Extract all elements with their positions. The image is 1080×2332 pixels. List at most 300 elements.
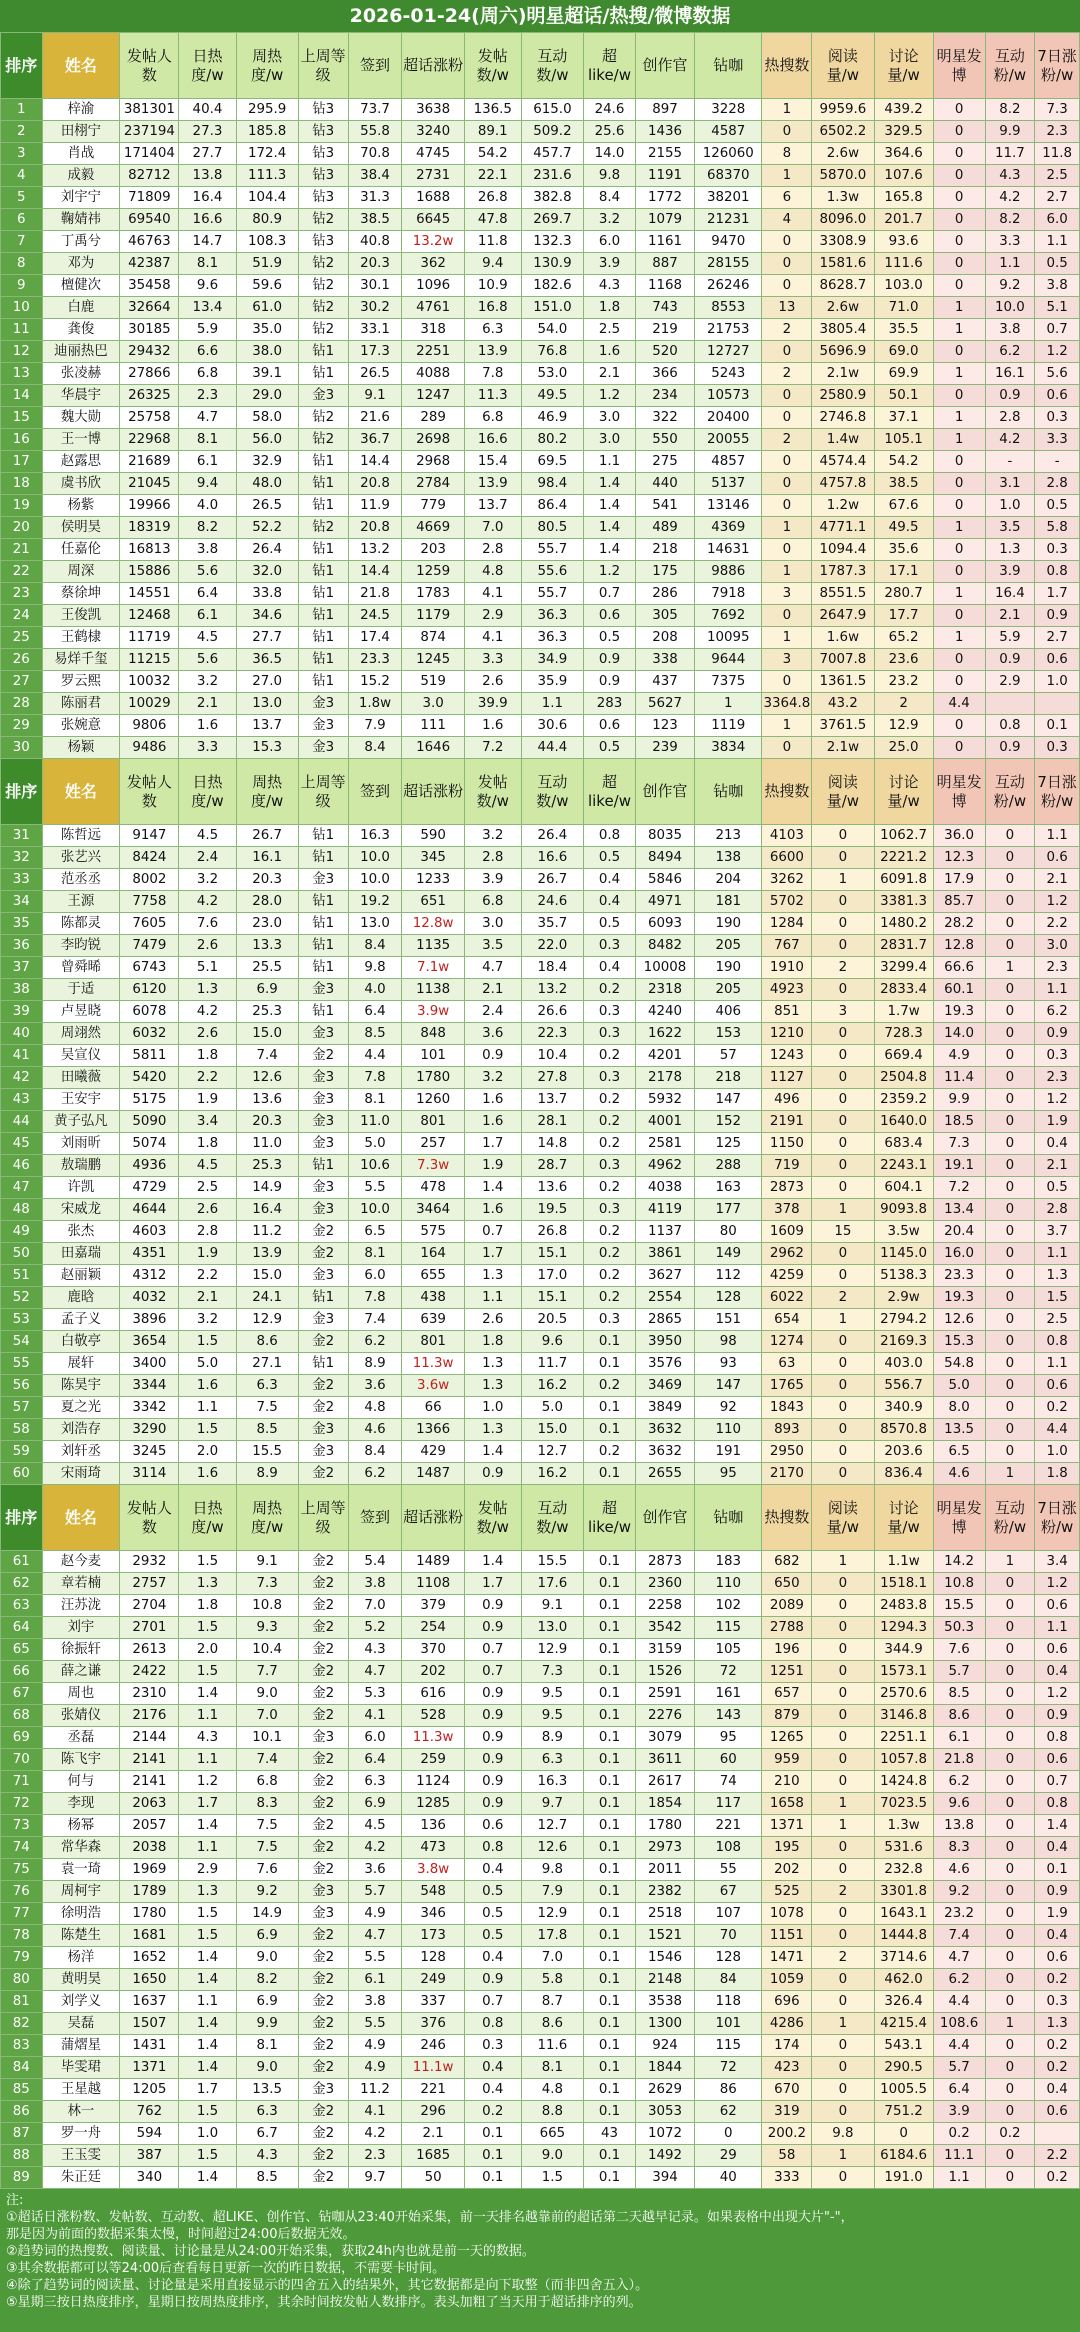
cell-rank: 40 [1,1023,43,1045]
cell-creators: 8035 [635,825,694,847]
cell-super-like: 0.1 [584,1969,636,1991]
cell-discussions: 165.8 [874,187,933,209]
cell-posters: 5090 [120,1111,179,1133]
cell-star-post: 10.8 [933,1573,985,1595]
cell-interactions: 30.6 [521,715,583,737]
cell-checkin: 31.3 [348,187,402,209]
cell-fans-gain: 7.3w [402,1155,464,1177]
cell-last-week-level: 金2 [298,1463,348,1485]
cell-daily-heat: 3.2 [179,671,236,693]
cell-discussions: 1062.7 [874,825,933,847]
cell-posts: 47.8 [464,209,521,231]
cell-rank: 37 [1,957,43,979]
cell-checkin: 4.7 [348,1925,402,1947]
cell-fans-gain: 801 [402,1331,464,1353]
cell-posters: 2141 [120,1749,179,1771]
table-row [1,1089,1080,1111]
column-header-diamond: 钻咖 [695,1485,762,1551]
cell-last-week-level: 钻1 [298,957,348,979]
cell-star-post: 12.8 [933,935,985,957]
cell-reads: 1 [812,1551,874,1573]
column-header-fans-gain: 超话涨粉 [402,1485,464,1551]
cell-posts: 16.8 [464,297,521,319]
cell-fans-gain: 128 [402,1947,464,1969]
cell-last-week-level: 钻2 [298,275,348,297]
cell-fans-gain: 1135 [402,935,464,957]
cell-daily-heat: 1.5 [179,1419,236,1441]
cell-reads: 1361.5 [812,671,874,693]
column-header-hot-search: 热搜数 [762,759,812,825]
cell-daily-heat: 1.9 [179,1089,236,1111]
cell-weekly-heat: 80.9 [236,209,298,231]
cell-interactive-fans: 0 [985,1133,1035,1155]
cell-diamond: 151 [695,1309,762,1331]
cell-posters: 8002 [120,869,179,891]
column-header-daily-heat: 日热度/w [179,759,236,825]
cell-last-week-level: 金3 [298,1133,348,1155]
cell-hot-search: 4259 [762,1265,812,1287]
table-row [1,1639,1080,1661]
cell-hot-search: 3 [762,649,812,671]
cell-posters: 2176 [120,1705,179,1727]
cell-discussions: 2570.6 [874,1683,933,1705]
table-row [1,1111,1080,1133]
cell-hot-search: 0 [762,253,812,275]
cell-posts: 0.7 [464,1639,521,1661]
cell-creators: 219 [635,319,694,341]
cell-super-like: 0.1 [584,1881,636,1903]
cell-interactive-fans: 0 [985,1925,1035,1947]
cell-reads: 2.1w [812,363,874,385]
cell-posts: 22.1 [464,165,521,187]
cell-interactive-fans: 0 [985,1595,1035,1617]
cell-interactive-fans: 16.1 [985,363,1035,385]
cell-last-week-level: 钻1 [298,1287,348,1309]
cell-diamond: 112 [695,1265,762,1287]
cell-posts: 1.3 [464,1265,521,1287]
cell-diamond: 72 [695,1661,762,1683]
cell-checkin: 4.9 [348,1903,402,1925]
cell-posts: 13.9 [464,473,521,495]
cell-name: 曾舜晞 [42,957,120,979]
column-header-reads: 阅读量/w [812,759,874,825]
cell-interactive-fans: 0 [985,2101,1035,2123]
cell-name: 杨颖 [42,737,120,759]
cell-rank: 83 [1,2035,43,2057]
cell-diamond: 115 [695,1617,762,1639]
cell-checkin: 6.4 [348,1749,402,1771]
cell-creators: 1526 [635,1661,694,1683]
cell-checkin: 4.9 [348,2057,402,2079]
cell-last-week-level: 金2 [298,2013,348,2035]
cell-posters: 5074 [120,1133,179,1155]
cell-creators: 3053 [635,2101,694,2123]
cell-interactions: 132.3 [521,231,583,253]
cell-star-post: 1 [933,429,985,451]
cell-hot-search: 6022 [762,1287,812,1309]
cell-creators: 3632 [635,1419,694,1441]
cell-rank: 65 [1,1639,43,1661]
cell-daily-heat: 1.4 [179,2035,236,2057]
cell-posts: 9.4 [464,253,521,275]
cell-posts: 7.2 [464,737,521,759]
cell-daily-heat: 1.4 [179,1947,236,1969]
cell-posts: 0.7 [464,1221,521,1243]
cell-diamond: 406 [695,1001,762,1023]
cell-checkin: 36.7 [348,429,402,451]
cell-hot-search: 4103 [762,825,812,847]
cell-diamond: 67 [695,1881,762,1903]
cell-rank: 10 [1,297,43,319]
cell-reads: 0 [812,1859,874,1881]
cell-interactions: 9.0 [521,2145,583,2167]
cell-posts: 4.8 [464,561,521,583]
cell-last-week-level: 金3 [298,1441,348,1463]
cell-interactive-fans: 0 [985,1353,1035,1375]
table-row [1,2167,1080,2189]
cell-discussions: 462.0 [874,1969,933,1991]
cell-checkin: 13.2 [348,539,402,561]
cell-interactions: 4.8 [521,2079,583,2101]
cell-creators: 550 [635,429,694,451]
cell-weekly-heat: 6.9 [236,979,298,1001]
cell-name: 王俊凯 [42,605,120,627]
cell-posts: 2.1 [464,979,521,1001]
cell-hot-search: 650 [762,1573,812,1595]
cell-super-like: 0.1 [584,1617,636,1639]
cell-fans-gain: 12.8w [402,913,464,935]
cell-discussions: 201.7 [874,209,933,231]
cell-rank: 27 [1,671,43,693]
cell-rank: 81 [1,1991,43,2013]
cell-posters: 69540 [120,209,179,231]
cell-diamond: 128 [695,1287,762,1309]
cell-fans-gain: 1489 [402,1551,464,1573]
cell-weekly-heat: 24.1 [236,1287,298,1309]
cell-reads: 1787.3 [812,561,874,583]
table-row [1,1793,1080,1815]
cell-interactions: 14.8 [521,1133,583,1155]
cell-diamond: 21231 [695,209,762,231]
cell-super-like: 43 [584,2123,636,2145]
cell-seven-day-fans: 0.9 [1035,1881,1080,1903]
cell-hot-search: 1910 [762,957,812,979]
cell-fans-gain: 3464 [402,1199,464,1221]
cell-super-like: 0.1 [584,1419,636,1441]
cell-discussions: 2483.8 [874,1595,933,1617]
cell-daily-heat: 1.3 [179,1881,236,1903]
cell-fans-gain: 370 [402,1639,464,1661]
column-header-fans-gain: 超话涨粉 [402,33,464,99]
cell-weekly-heat: 36.5 [236,649,298,671]
cell-name: 周翊然 [42,1023,120,1045]
table-row [1,1221,1080,1243]
cell-name: 刘宇宁 [42,187,120,209]
cell-creators: 2581 [635,1133,694,1155]
cell-checkin: 11.9 [348,495,402,517]
page-title: 2026-01-24(周六)明星超话/热搜/微博数据 [0,0,1080,32]
cell-name: 黄子弘凡 [42,1111,120,1133]
cell-interactions: 11.6 [521,2035,583,2057]
cell-seven-day-fans: 0.6 [1035,1639,1080,1661]
table-row [1,1749,1080,1771]
cell-last-week-level: 金2 [298,2057,348,2079]
cell-rank: 59 [1,1441,43,1463]
cell-super-like: 0.1 [584,1683,636,1705]
cell-star-post: 66.6 [933,957,985,979]
cell-weekly-heat: 6.3 [236,1375,298,1397]
cell-fans-gain: 3638 [402,99,464,121]
cell-interactions: 382.8 [521,187,583,209]
cell-posts: 0.5 [464,1881,521,1903]
cell-weekly-heat: 13.6 [236,1089,298,1111]
cell-weekly-heat: 15.0 [236,1265,298,1287]
cell-super-like: 24.6 [584,99,636,121]
cell-interactive-fans: 0.2 [985,2123,1035,2145]
cell-discussions: 69.9 [874,363,933,385]
cell-daily-heat: 1.0 [179,2123,236,2145]
cell-star-post: 4.4 [933,693,985,715]
cell-daily-heat: 4.0 [179,495,236,517]
column-header-checkin: 签到 [348,1485,402,1551]
cell-last-week-level: 金2 [298,1661,348,1683]
cell-interactions: 1.1 [521,693,583,715]
cell-hot-search: 2873 [762,1177,812,1199]
cell-name: 肖战 [42,143,120,165]
cell-name: 王源 [42,891,120,913]
cell-diamond: 102 [695,1595,762,1617]
cell-weekly-heat: 14.9 [236,1903,298,1925]
table-row [1,319,1080,341]
cell-interactions: 10.4 [521,1045,583,1067]
cell-rank: 70 [1,1749,43,1771]
cell-seven-day-fans [1035,2123,1080,2145]
table-row [1,1155,1080,1177]
cell-seven-day-fans: 1.1 [1035,979,1080,1001]
column-header-super-like: 超like/w [584,759,636,825]
cell-diamond: 13146 [695,495,762,517]
cell-checkin: 6.5 [348,1221,402,1243]
cell-diamond: 68370 [695,165,762,187]
cell-reads: 3308.9 [812,231,874,253]
cell-posters: 25758 [120,407,179,429]
cell-checkin: 20.3 [348,253,402,275]
cell-posters: 4644 [120,1199,179,1221]
cell-diamond: 7918 [695,583,762,605]
cell-discussions: 0 [874,2123,933,2145]
cell-interactions: 35.7 [521,913,583,935]
cell-interactive-fans: 3.9 [985,561,1035,583]
cell-reads: 5870.0 [812,165,874,187]
cell-star-post: 8.3 [933,1837,985,1859]
cell-posters: 2422 [120,1661,179,1683]
cell-posts: 3.0 [464,913,521,935]
cell-interactions: 7.9 [521,1881,583,1903]
cell-rank: 73 [1,1815,43,1837]
cell-last-week-level: 金2 [298,2167,348,2189]
cell-interactive-fans: 1.1 [985,253,1035,275]
table-row [1,1331,1080,1353]
cell-fans-gain: 1685 [402,2145,464,2167]
cell-fans-gain: 318 [402,319,464,341]
cell-interactions: 8.7 [521,1991,583,2013]
cell-name: 张婉意 [42,715,120,737]
cell-interactions: 13.0 [521,1617,583,1639]
cell-checkin: 14.4 [348,561,402,583]
table-row [1,143,1080,165]
cell-name: 丁禹兮 [42,231,120,253]
cell-last-week-level: 金3 [298,1309,348,1331]
cell-weekly-heat: 6.8 [236,1771,298,1793]
cell-posters: 2310 [120,1683,179,1705]
cell-hot-search: 0 [762,737,812,759]
cell-posts: 1.7 [464,1573,521,1595]
cell-interactions: 17.8 [521,1925,583,1947]
cell-star-post: 85.7 [933,891,985,913]
cell-checkin: 5.5 [348,1947,402,1969]
cell-last-week-level: 金3 [298,979,348,1001]
cell-posters: 2038 [120,1837,179,1859]
cell-name: 于适 [42,979,120,1001]
cell-discussions: 2 [874,693,933,715]
cell-reads: 43.2 [812,693,874,715]
cell-star-post: 1 [933,319,985,341]
cell-discussions: 2359.2 [874,1089,933,1111]
cell-creators: 8494 [635,847,694,869]
cell-posters: 3344 [120,1375,179,1397]
cell-seven-day-fans: 2.7 [1035,627,1080,649]
cell-posters: 3342 [120,1397,179,1419]
cell-name: 刘轩丞 [42,1441,120,1463]
cell-posts: 0.6 [464,1815,521,1837]
note-line: ①超话日涨粉数、发帖数、互动数、超LIKE、创作官、钻咖从23:40开始采集，前一天排名越靠前的超话第二天越早记录。如果表格中出现大片"-"， [6,2210,854,2225]
cell-weekly-heat: 6.9 [236,1991,298,2013]
cell-daily-heat: 13.4 [179,297,236,319]
cell-interactions: 22.0 [521,935,583,957]
column-header-posts: 发帖数/w [464,1485,521,1551]
cell-posts: 0.8 [464,1837,521,1859]
cell-posts: 0.9 [464,1705,521,1727]
cell-hot-search: 525 [762,1881,812,1903]
cell-posts: 1.6 [464,715,521,737]
cell-weekly-heat: 108.3 [236,231,298,253]
cell-weekly-heat: 39.1 [236,363,298,385]
cell-seven-day-fans: 0.6 [1035,385,1080,407]
cell-daily-heat: 2.1 [179,1287,236,1309]
cell-diamond: 38201 [695,187,762,209]
cell-interactions: 9.5 [521,1683,583,1705]
cell-discussions: 49.5 [874,517,933,539]
cell-seven-day-fans: 0.3 [1035,1991,1080,2013]
ranking-table [0,32,1080,2189]
cell-star-post: 1 [933,627,985,649]
cell-reads: 0 [812,1903,874,1925]
cell-interactive-fans: 4.2 [985,187,1035,209]
cell-diamond: 143 [695,1705,762,1727]
cell-interactions: 16.2 [521,1463,583,1485]
cell-interactive-fans: 0 [985,1749,1035,1771]
cell-creators: 2148 [635,1969,694,1991]
cell-super-like: 1.8 [584,297,636,319]
column-header-fans-gain: 超话涨粉 [402,759,464,825]
column-header-posters: 发帖人数 [120,33,179,99]
cell-rank: 62 [1,1573,43,1595]
cell-fans-gain: 874 [402,627,464,649]
cell-hot-search: 333 [762,2167,812,2189]
column-header-rank: 排序 [1,33,43,99]
cell-checkin: 14.4 [348,451,402,473]
cell-reads: 0 [812,1441,874,1463]
cell-star-post: 4.4 [933,2035,985,2057]
cell-daily-heat: 1.5 [179,1925,236,1947]
cell-star-post: 0 [933,341,985,363]
cell-posters: 762 [120,2101,179,2123]
cell-interactive-fans: 0 [985,1265,1035,1287]
cell-last-week-level: 金2 [298,1991,348,2013]
cell-daily-heat: 4.5 [179,825,236,847]
cell-reads: 0 [812,1045,874,1067]
cell-posts: 1.6 [464,1089,521,1111]
cell-seven-day-fans: 0.2 [1035,2167,1080,2189]
cell-daily-heat: 2.6 [179,935,236,957]
column-header-interactive-fans: 互动粉/w [985,1485,1035,1551]
table-row [1,891,1080,913]
cell-last-week-level: 金3 [298,1903,348,1925]
table-row [1,847,1080,869]
cell-posters: 12468 [120,605,179,627]
cell-hot-search: 0 [762,341,812,363]
cell-daily-heat: 5.6 [179,649,236,671]
cell-star-post: 19.3 [933,1287,985,1309]
cell-rank: 77 [1,1903,43,1925]
cell-super-like: 0.1 [584,2101,636,2123]
cell-daily-heat: 6.1 [179,451,236,473]
cell-posters: 2704 [120,1595,179,1617]
cell-checkin: 40.8 [348,231,402,253]
cell-super-like: 0.6 [584,605,636,627]
cell-posts: 1.3 [464,1375,521,1397]
cell-reads: 3 [812,1001,874,1023]
cell-fans-gain: 11.3w [402,1727,464,1749]
cell-weekly-heat: 29.0 [236,385,298,407]
cell-last-week-level: 金2 [298,1859,348,1881]
cell-name: 刘宇 [42,1617,120,1639]
cell-name: 田栩宁 [42,121,120,143]
cell-daily-heat: 1.8 [179,1133,236,1155]
cell-last-week-level: 金2 [298,1705,348,1727]
cell-last-week-level: 金2 [298,2101,348,2123]
cell-diamond: 4857 [695,451,762,473]
cell-reads: 2647.9 [812,605,874,627]
cell-posters: 14551 [120,583,179,605]
table-row [1,2013,1080,2035]
cell-rank: 54 [1,1331,43,1353]
cell-rank: 24 [1,605,43,627]
cell-super-like: 0.5 [584,627,636,649]
cell-star-post: 0 [933,187,985,209]
cell-fans-gain: 655 [402,1265,464,1287]
cell-hot-search: 2170 [762,1463,812,1485]
cell-posters: 18319 [120,517,179,539]
cell-name: 张杰 [42,1221,120,1243]
cell-rank: 3 [1,143,43,165]
cell-reads: 0 [812,1419,874,1441]
cell-weekly-heat: 26.5 [236,495,298,517]
cell-star-post: 15.5 [933,1595,985,1617]
column-header-checkin: 签到 [348,759,402,825]
cell-weekly-heat: 8.5 [236,2167,298,2189]
cell-star-post: 108.6 [933,2013,985,2035]
